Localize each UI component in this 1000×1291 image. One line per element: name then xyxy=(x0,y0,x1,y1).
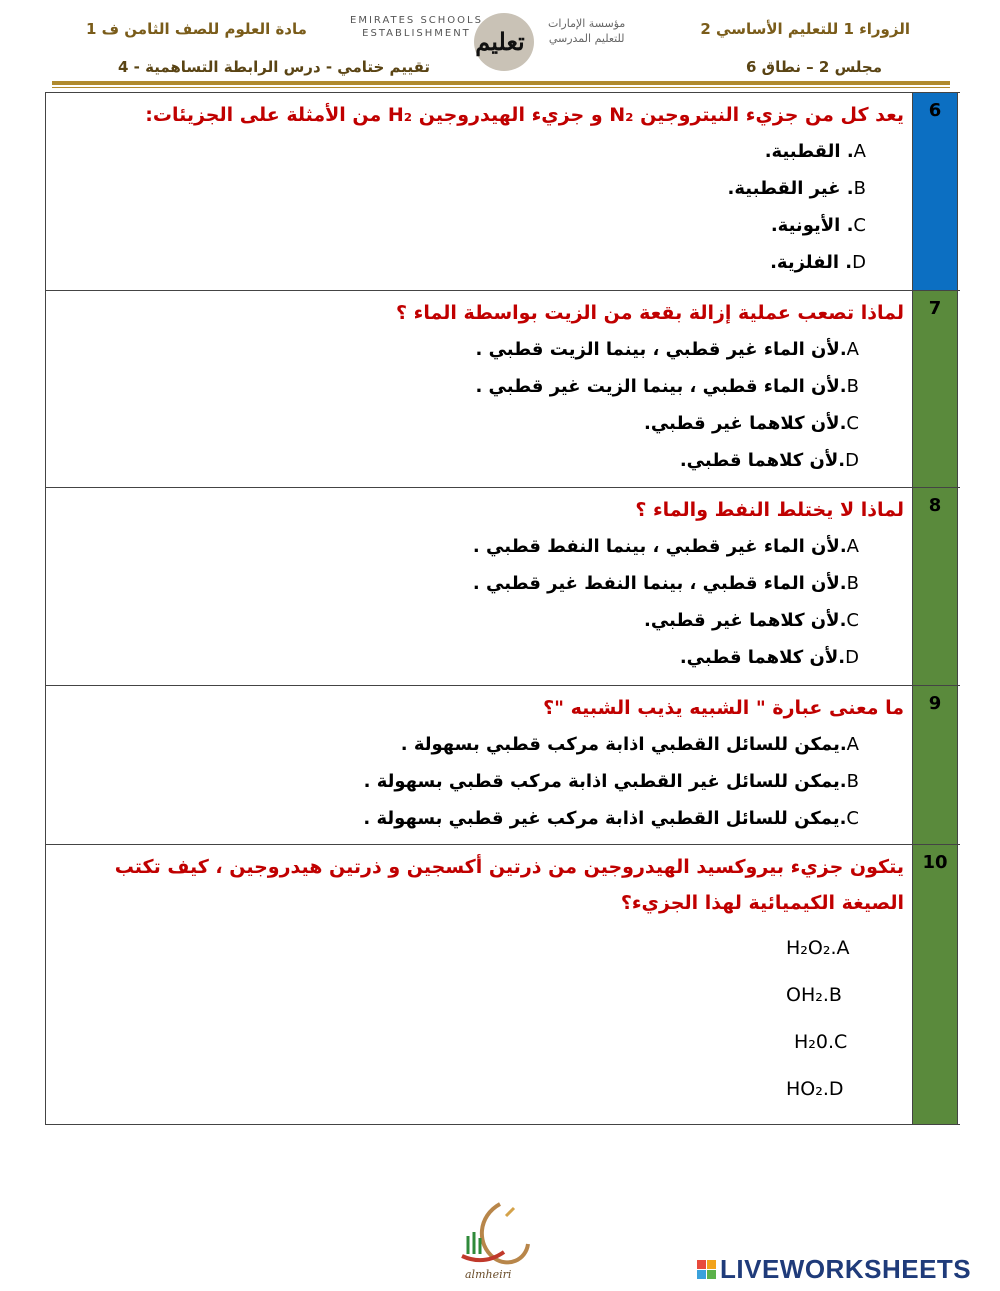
ese-ar-line2: للتعليم المدرسي xyxy=(548,32,625,45)
question-row xyxy=(46,686,960,845)
ese-ar-line1: مؤسسة الإمارات xyxy=(548,17,626,30)
ese-en-line1: EMIRATES SCHOOLS xyxy=(350,15,483,26)
option[interactable]: D.لأن كلاهما قطبي. xyxy=(679,647,859,668)
question-body xyxy=(46,93,913,290)
option[interactable]: A.لأن الماء غير قطبي ، بينما الزيت قطبي . xyxy=(475,339,859,360)
page-header xyxy=(0,0,1000,92)
option-text: H₂O₂ xyxy=(786,937,831,959)
question-body xyxy=(46,291,913,487)
liveworksheets-blocks-icon xyxy=(697,1260,716,1279)
questions-table xyxy=(45,92,960,1125)
question-row xyxy=(46,291,960,488)
question-row xyxy=(46,93,960,291)
question-row xyxy=(46,845,960,1125)
option-letter: A xyxy=(846,536,859,557)
option-letter: C xyxy=(834,1031,848,1053)
option[interactable]: C.لأن كلاهما غير قطبي. xyxy=(644,413,859,434)
question-text: يتكون جزيء بيروكسيد الهيدروجين من ذرتين أكسجين و ذرتين هيدروجين ، كيف تكتب الصيغة الكيميائية لهذا الجزيء؟ xyxy=(114,856,904,914)
option-text: الفلزية. xyxy=(770,252,840,273)
question-text: لماذا لا يختلط النفط والماء ؟ xyxy=(635,499,904,521)
question-text: يعد كل من جزيء النيتروجين N₂ و جزيء الهيدروجين H₂ من الأمثلة على الجزيئات: xyxy=(145,104,904,126)
option[interactable]: D. الفلزية. xyxy=(770,252,866,273)
option-letter: C xyxy=(846,610,859,631)
school-name: الزوراء 1 للتعليم الأساسي 2 xyxy=(700,20,910,38)
options-list xyxy=(56,528,904,676)
question-number: 7 xyxy=(913,291,958,487)
option-letter: B xyxy=(828,984,842,1006)
option-letter: D xyxy=(828,1078,844,1100)
option-letter: D xyxy=(845,450,859,471)
option-text: لأن الماء قطبي ، بينما الزيت غير قطبي . xyxy=(475,376,840,397)
option[interactable]: OH₂.B xyxy=(786,984,842,1006)
option-letter: D xyxy=(852,252,866,273)
liveworksheets-logo xyxy=(697,1254,971,1284)
option-letter: D xyxy=(845,647,859,668)
option-text: لأن كلاهما غير قطبي. xyxy=(644,413,840,434)
option[interactable]: A. القطبية. xyxy=(764,141,866,162)
ese-en-line2: ESTABLISHMENT xyxy=(362,28,471,39)
question-body xyxy=(46,845,913,1124)
option-text: H₂0 xyxy=(794,1031,828,1053)
option-letter: B xyxy=(846,573,859,594)
header-divider-thin xyxy=(52,87,950,88)
option-text: الأيونية. xyxy=(770,215,841,236)
question-number: 8 xyxy=(913,488,958,685)
option-text: لأن كلاهما قطبي. xyxy=(679,450,839,471)
option-text: لأن الماء غير قطبي ، بينما النفط قطبي . xyxy=(472,536,840,557)
question-text: لماذا تصعب عملية إزالة بقعة من الزيت بواسطة الماء ؟ xyxy=(395,302,904,324)
options-list xyxy=(56,925,904,1113)
option[interactable]: C.لأن كلاهما غير قطبي. xyxy=(644,610,859,631)
question-number: 10 xyxy=(913,845,958,1124)
option-text: لأن الماء غير قطبي ، بينما الزيت قطبي . xyxy=(475,339,840,360)
taaleem-logo-icon xyxy=(464,8,538,72)
district-name: مجلس 2 – نطاق 6 xyxy=(746,58,882,76)
option[interactable]: A.يمكن للسائل القطبي اذابة مركب قطبي بسهولة . xyxy=(400,734,859,755)
option[interactable]: C.يمكن للسائل القطبي اذابة مركب غير قطبي بسهولة . xyxy=(363,808,859,829)
question-row xyxy=(46,488,960,686)
question-number: 6 xyxy=(913,93,958,290)
almheiri-label: almheiri xyxy=(465,1268,512,1281)
option-letter: C xyxy=(846,413,859,434)
option[interactable]: B.لأن الماء قطبي ، بينما النفط غير قطبي . xyxy=(472,573,859,594)
option-letter: A xyxy=(853,141,866,162)
option-text: يمكن للسائل غير القطبي اذابة مركب قطبي بسهولة . xyxy=(363,771,840,792)
subject-title: مادة العلوم للصف الثامن ف 1 xyxy=(86,20,307,38)
option-text: HO₂ xyxy=(786,1078,823,1100)
option-text: يمكن للسائل القطبي اذابة مركب قطبي بسهولة . xyxy=(400,734,840,755)
option[interactable]: H₂0.C xyxy=(794,1031,848,1053)
option-letter: A xyxy=(846,339,859,360)
question-text: ما معنى عبارة " الشبيه يذيب الشبيه "؟ xyxy=(543,697,904,719)
option[interactable]: B.يمكن للسائل غير القطبي اذابة مركب قطبي بسهولة . xyxy=(363,771,859,792)
option-text: لأن كلاهما غير قطبي. xyxy=(644,610,840,631)
options-list xyxy=(56,331,904,479)
option-letter: B xyxy=(846,771,859,792)
header-divider xyxy=(52,81,950,85)
evaluation-title: تقييم ختامي - درس الرابطة التساهمية - 4 xyxy=(118,58,430,76)
question-body xyxy=(46,686,913,844)
option[interactable]: C. الأيونية. xyxy=(770,215,866,236)
option[interactable]: H₂O₂.A xyxy=(786,937,850,959)
option-text: غير القطبية. xyxy=(727,178,841,199)
question-body xyxy=(46,488,913,685)
option-letter: A xyxy=(846,734,859,755)
option-letter: A xyxy=(836,937,850,959)
question-number: 9 xyxy=(913,686,958,844)
option[interactable]: D.لأن كلاهما قطبي. xyxy=(679,450,859,471)
option-text: لأن الماء قطبي ، بينما النفط غير قطبي . xyxy=(472,573,840,594)
option[interactable]: B.لأن الماء قطبي ، بينما الزيت غير قطبي . xyxy=(475,376,859,397)
option-letter: C xyxy=(853,215,866,236)
option-text: OH₂ xyxy=(786,984,823,1006)
option-letter: B xyxy=(846,376,859,397)
option[interactable]: A.لأن الماء غير قطبي ، بينما النفط قطبي . xyxy=(472,536,859,557)
option[interactable]: B. غير القطبية. xyxy=(727,178,866,199)
ese-arabic-logo xyxy=(548,16,625,46)
option-text: لأن كلاهما قطبي. xyxy=(679,647,839,668)
option-text: القطبية. xyxy=(764,141,841,162)
option-letter: C xyxy=(846,808,859,829)
option-letter: B xyxy=(853,178,866,199)
option[interactable]: HO₂.D xyxy=(786,1078,844,1100)
option-text: يمكن للسائل القطبي اذابة مركب غير قطبي بسهولة . xyxy=(363,808,840,829)
options-list xyxy=(56,726,904,837)
taaleem-logo-text: تعليم xyxy=(475,27,525,56)
liveworksheets-text: LIVEWORKSHEETS xyxy=(720,1253,972,1284)
options-list xyxy=(56,133,904,281)
